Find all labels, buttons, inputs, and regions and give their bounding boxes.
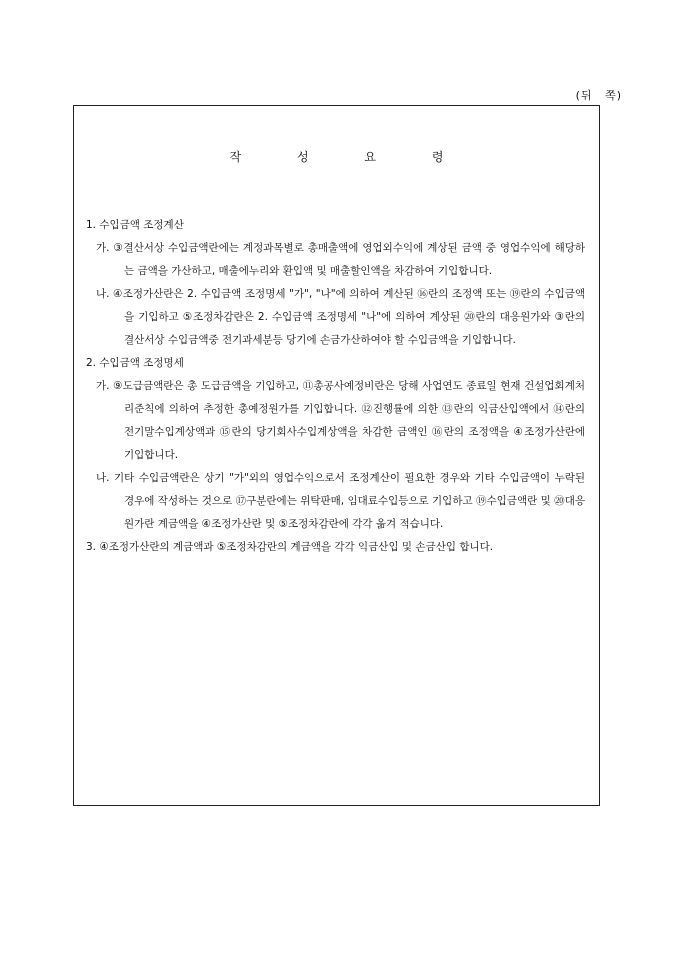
section-heading-1: 1. 수입금액 조정계산 (86, 219, 184, 231)
section-heading-2: 2. 수입금액 조정명세 (86, 357, 184, 369)
instructions-box (73, 105, 600, 806)
page-side-label: (뒤 쪽) (575, 89, 622, 102)
section-1-item-ga: 가. ③결산서상 수입금액란에는 계정과목별로 총매출액에 영업외수익에 계상된 금액 중 영업수익에 해당하는 금액을 가산하고, 매출에누리와 환입액 및 매출할인액을 차감하여 기입합니다. (96, 242, 585, 277)
instructions-content (86, 214, 585, 559)
page-title: 작 성 요 령 (229, 150, 470, 164)
section-1-item-na: 나. ④조정가산란은 2. 수입금액 조정명세 "가", "나"에 의하여 계산된 ⑯란의 조정액 또는 ⑲란의 수입금액을 기입하고 ⑤조정차감란은 2. 수입금액 조정명세 "나"에 의하여 계상된 ⑳란의 대응원가와 ③란의 결산서상 수입금액중 전기과세분등 당기에 손금가산하여야 할 수입금액을 기입합니다. (96, 288, 585, 346)
section-2-item-na: 나. 기타 수입금액란은 상기 "가"외의 영업수익으로서 조정계산이 필요한 경우와 기타 수입금액이 누락된 경우에 작성하는 것으로 ⑰구분란에는 위탁판매, 임대료수입등으로 기입하고 ⑲수입금액란 및 ⑳대응원가란 계금액을 ④조정가산란 및 ⑤조정차감란에 각각 옮겨 적습니다. (96, 472, 585, 530)
section-2-item-ga: 가. ⑨도급금액란은 총 도급금액을 기입하고, ⑪총공사예정비란은 당해 사업연도 종료일 현재 건설업회계처리준칙에 의하여 추정한 총예정원가를 기입합니다. ⑫진행률에 의한 ⑬란의 익금산입액에서 ⑭란의 전기말수입계상액과 ⑮란의 당기회사수입계상액을 차감한 금액인 ⑯란의 조정액을 ④조정가산란에 기입합니다. (96, 380, 585, 461)
section-heading-3: 3. ④조정가산란의 계금액과 ⑤조정차감란의 계금액을 각각 익금산입 및 손금산입 합니다. (86, 541, 494, 553)
